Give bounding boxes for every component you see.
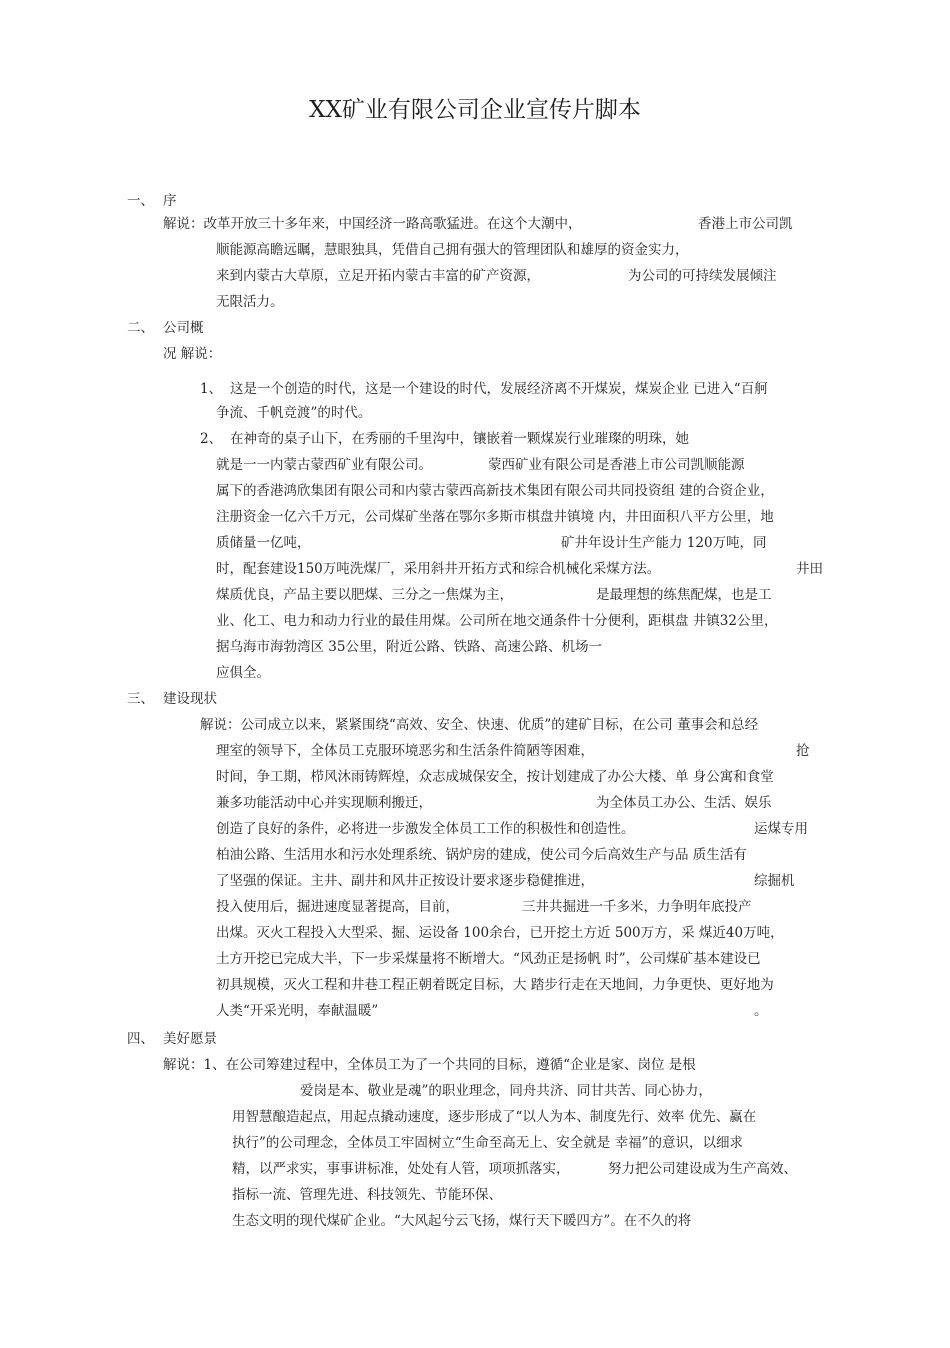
paragraph-line: 属下的香港鸿欣集团有限公司和内蒙古蒙西高新技术集团有限公司共同投资组 建的合资企业， [216, 483, 774, 499]
paragraph-line: 土方开挖已完成大半，下一步采煤量将不断增大。“风劲正是扬帆 时”，公司煤矿基本建设已 [216, 951, 761, 967]
paragraph-line: 蒙西矿业有限公司是香港上市公司凯顺能源 [488, 457, 745, 473]
paragraph-line: 煤质优良，产品主要以肥煤、三分之一焦煤为主， [216, 587, 513, 603]
paragraph-line: 运煤专用 [754, 821, 808, 837]
paragraph-line: 顺能源高瞻远瞩，慧眼独具，凭借自己拥有强大的管理团队和雄厚的资金实力， [216, 242, 689, 258]
section-number: 二、 [127, 320, 154, 336]
section-heading: 建设现状 [163, 691, 217, 707]
paragraph-line: 指标一流、管理先进、科技领先、节能环保、 [232, 1187, 502, 1203]
section-number: 四、 [127, 1031, 154, 1047]
paragraph-line: 无限活力。 [216, 294, 284, 310]
paragraph-line: 时间，争工期，栉风沐雨铸辉煌，众志成城保安全，按计划建成了办公大楼、单 身公寓和食堂 [216, 769, 774, 785]
paragraph-line: 解说：1、在公司筹建过程中，全体员工为了一个共同的目标，遵循“企业是家、岗位 是根 [163, 1057, 696, 1073]
paragraph-line: 矿井年设计生产能力 120万吨，同 [561, 535, 767, 551]
paragraph-line: 爱岗是本、敬业是魂”的职业理念，同舟共济、同甘共苦、同心协力， [300, 1083, 712, 1099]
paragraph-line: 来到内蒙古大草原，立足开拓内蒙古丰富的矿产资源， [216, 268, 540, 284]
paragraph-line: 解说：改革开放三十多年来，中国经济一路高歌猛进。在这个大潮中， [163, 216, 582, 232]
paragraph-line: 理室的领导下，全体员工克服环境恶劣和生活条件简陋等困难， [216, 743, 594, 759]
paragraph-line: 香港上市公司凯 [698, 216, 793, 232]
document-title: XX矿业有限公司企业宣传片脚本 [309, 97, 641, 123]
paragraph-line: 初具规模，灭火工程和井巷工程正朝着既定目标，大 踏步行走在天地间，力争更快、更好地为 [216, 977, 774, 993]
paragraph-line: 综掘机 [754, 873, 795, 889]
paragraph-line: 据乌海市海勃湾区 35公里，附近公路、铁路、高速公路、机场一 [216, 639, 602, 655]
paragraph-line: 时，配套建设150万吨洗煤厂，采用斜井开拓方式和综合机械化采煤方法。 [216, 561, 661, 577]
paragraph-line: 了坚强的保证。主井、副井和风井正按设计要求逐步稳健推进， [216, 873, 594, 889]
paragraph-line: 人类“开采光明，奉献温暖” [216, 1003, 379, 1019]
section-heading: 公司概 [163, 320, 204, 336]
paragraph-line: 兼多功能活动中心并实现顺利搬迁， [216, 795, 432, 811]
paragraph-line: 投入使用后，掘进速度显著提高，目前， [216, 899, 459, 915]
section-number: 一、 [127, 193, 154, 209]
paragraph-line: 业、化工、电力和动力行业的最佳用煤。公司所在地交通条件十分便利，距棋盘 井镇32公里， [216, 613, 778, 629]
paragraph-line: 三井共掘进一千多米，力争明年底投产 [522, 899, 752, 915]
section-heading: 序 [163, 193, 177, 209]
paragraph-line: 井田 [796, 561, 823, 577]
paragraph-line: 争流、千帆竞渡”的时代。 [216, 405, 372, 421]
paragraph-line: 在神奇的桌子山下，在秀丽的千里沟中，镶嵌着一颗煤炭行业璀璨的明珠，她 [230, 431, 689, 447]
list-number: 2、 [200, 431, 223, 447]
list-number: 1、 [200, 381, 223, 397]
paragraph-line: 出煤。灭火工程投入大型采、掘、运设备 100余台，已开挖土方近 500万方，采 煤近40万吨， [216, 925, 784, 941]
paragraph-line: 创造了良好的条件，必将进一步激发全体员工工作的积极性和创造性。 [216, 821, 635, 837]
paragraph-line: 生态文明的现代煤矿企业。“大风起兮云飞扬，煤行天下暖四方”。在不久的将 [232, 1213, 692, 1229]
paragraph-line: 这是一个创造的时代，这是一个建设的时代，发展经济离不开煤炭，煤炭企业 已进入“百舸 [230, 381, 768, 397]
paragraph-line: 况 解说： [163, 346, 222, 362]
paragraph-line: 用智慧酿造起点，用起点撬动速度，逐步形成了“以人为本、制度先行、效率 优先、赢在 [232, 1109, 757, 1125]
section-heading: 美好愿景 [163, 1031, 217, 1047]
paragraph-line: 就是一一内蒙古蒙西矿业有限公司。 [216, 457, 432, 473]
paragraph-line: 。 [754, 1003, 768, 1019]
paragraph-line: 为公司的可持续发展倾注 [628, 268, 777, 284]
paragraph-line: 努力把公司建设成为生产高效、 [608, 1161, 797, 1177]
paragraph-line: 是最理想的练焦配煤，也是工 [596, 587, 772, 603]
paragraph-line: 抢 [796, 743, 810, 759]
paragraph-line: 为全体员工办公、生活、娱乐 [596, 795, 772, 811]
paragraph-line: 质储量一亿吨， [216, 535, 311, 551]
paragraph-line: 精，以严求实，事事讲标准，处处有人管，项项抓落实， [232, 1161, 570, 1177]
paragraph-line: 柏油公路、生活用水和污水处理系统、锅炉房的建成，使公司今后高效生产与品 质生活有 [216, 847, 747, 863]
paragraph-line: 解说：公司成立以来，紧紧围绕“高效、安全、快速、优质”的建矿目标，在公司 董事会和总经 [200, 717, 759, 733]
paragraph-line: 注册资金一亿六千万元，公司煤矿坐落在鄂尔多斯市棋盘井镇境 内，井田面积八平方公里，地 [216, 509, 774, 525]
section-number: 三、 [127, 691, 154, 707]
paragraph-line: 执行”的公司理念，全体员工牢固树立“生命至高无上、安全就是 幸福”的意识，以细求 [232, 1135, 743, 1151]
paragraph-line: 应俱全。 [216, 665, 270, 681]
